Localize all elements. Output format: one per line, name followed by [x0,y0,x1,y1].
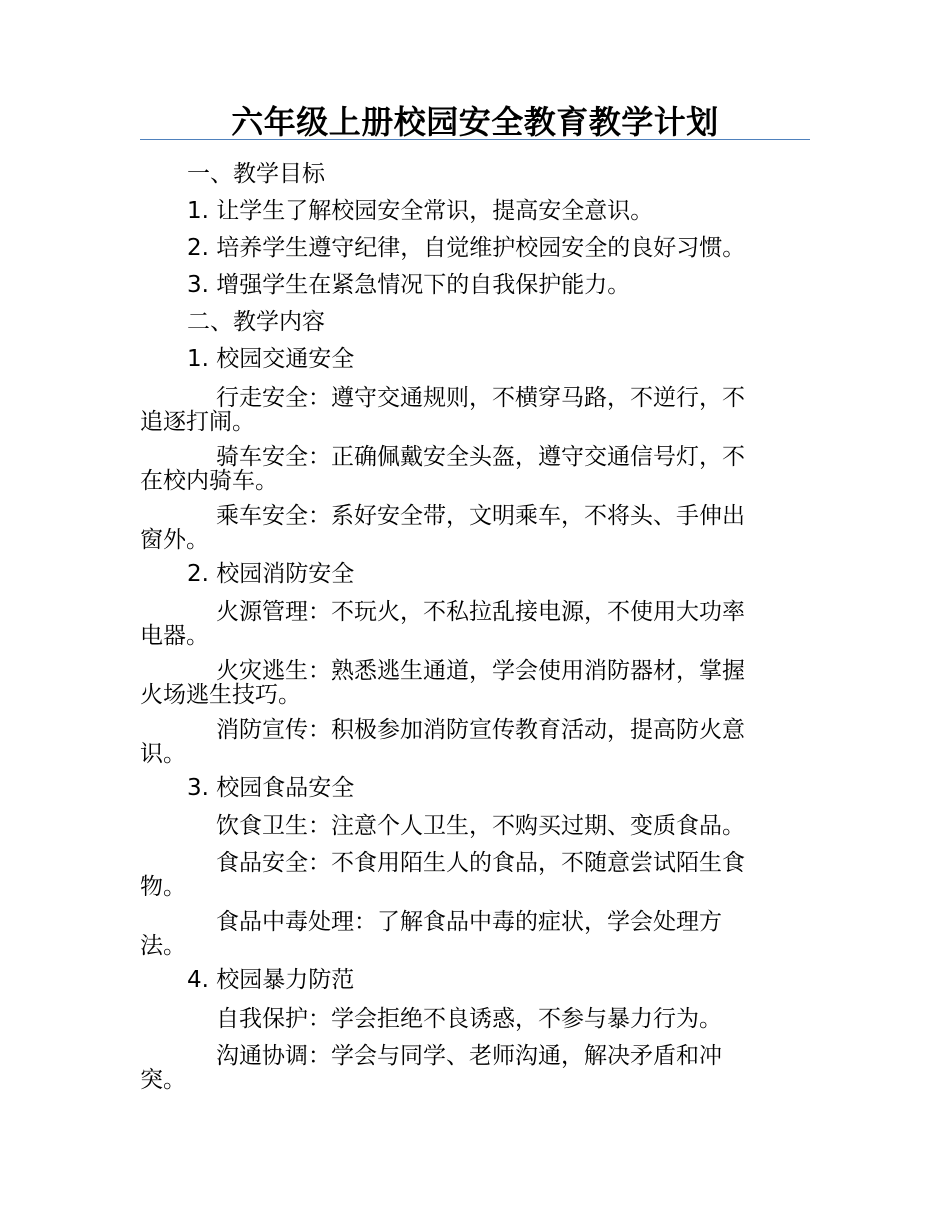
detail-line: 食品安全：不食用陌生人的食品，不随意尝试陌生食 [216,850,745,876]
detail-line: 火灾逃生：熟悉逃生通道，学会使用消防器材，掌握 [216,658,745,684]
detail-food-safety [140,851,800,899]
topic-heading-violence: 4. 校园暴力防范 [187,967,355,993]
detail-line-wrap: 突。 [140,1067,186,1093]
goal-item-2: 2. 培养学生遵守纪律，自觉维护校园安全的良好习惯。 [187,235,746,261]
section-heading-content: 二、教学内容 [187,309,325,335]
detail-line: 消防宣传：积极参加消防宣传教育活动，提高防火意 [216,717,745,743]
section-heading-goals: 一、教学目标 [187,161,325,187]
detail-line: 乘车安全：系好安全带，文明乘车，不将头、手伸出 [216,503,745,529]
topic-heading-fire: 2. 校园消防安全 [187,561,355,587]
title-underline [140,139,810,140]
detail-line-wrap: 电器。 [140,623,209,649]
detail-fire-escape [140,659,800,707]
detail-line-wrap: 窗外。 [140,527,209,553]
topic-heading-traffic: 1. 校园交通安全 [187,346,355,372]
detail-line: 饮食卫生：注意个人卫生，不购买过期、变质食品。 [216,813,745,839]
detail-line: 自我保护：学会拒绝不良诱惑，不参与暴力行为。 [216,1006,722,1032]
document-title: 六年级上册校园安全教育教学计划 [231,103,719,141]
detail-line-wrap: 法。 [140,933,186,959]
detail-line-wrap: 火场逃生技巧。 [140,682,301,708]
detail-line: 行走安全：遵守交通规则，不横穿马路，不逆行，不 [216,385,745,411]
goal-item-3: 3. 增强学生在紧急情况下的自我保护能力。 [187,272,631,298]
detail-food-hygiene [140,814,800,838]
detail-line: 火源管理：不玩火，不私拉乱接电源，不使用大功率 [216,599,745,625]
detail-fire-publicity [140,718,800,766]
detail-line-wrap: 识。 [140,741,186,767]
detail-food-poisoning [140,910,800,958]
detail-walking-safety [140,386,800,434]
goal-item-1: 1. 让学生了解校园安全常识，提高安全意识。 [187,198,654,224]
detail-line-wrap: 物。 [140,874,186,900]
detail-line-wrap: 追逐打闹。 [140,409,255,435]
detail-line: 骑车安全：正确佩戴安全头盔，遵守交通信号灯，不 [216,444,745,470]
detail-cycling-safety [140,445,800,493]
detail-self-protection [140,1007,800,1031]
detail-riding-safety [140,504,800,552]
topic-heading-food: 3. 校园食品安全 [187,775,355,801]
detail-communication [140,1044,800,1092]
detail-line: 沟通协调：学会与同学、老师沟通，解决矛盾和冲 [216,1043,722,1069]
detail-line-wrap: 在校内骑车。 [140,468,278,494]
detail-fire-source [140,600,800,648]
detail-line: 食品中毒处理：了解食品中毒的症状，学会处理方 [216,909,722,935]
